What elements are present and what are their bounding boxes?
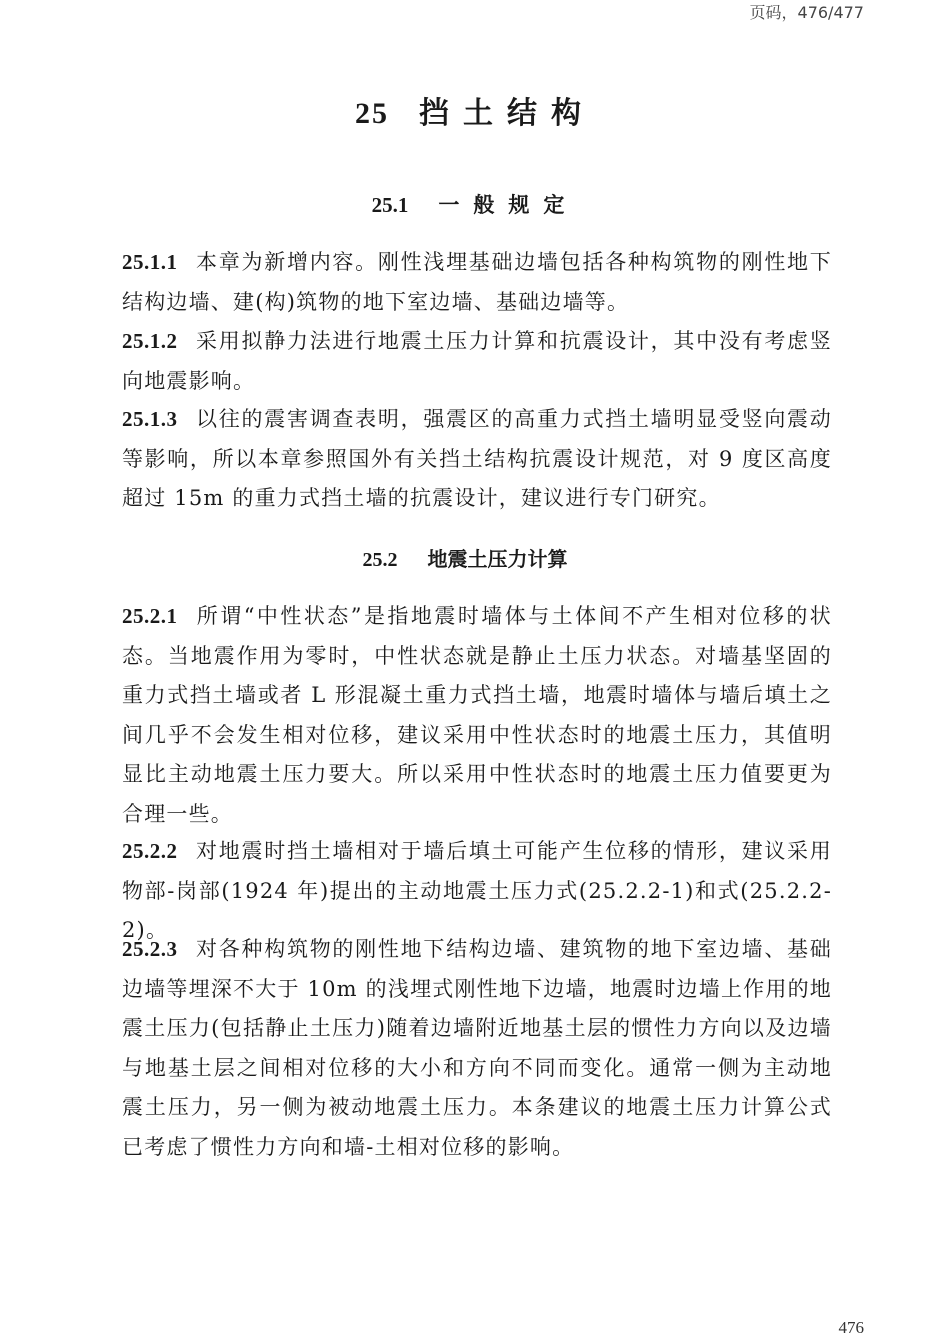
page-indicator: 页码，476/477 (749, 3, 864, 22)
section-number: 25.2 (362, 549, 398, 571)
chapter-title (0, 88, 950, 132)
clause-text: 采用拟静力法进行地震土压力计算和抗震设计，其中没有考虑竖向地震影响。 (122, 329, 832, 393)
clause-text: 对地震时挡土墙相对于墙后填土可能产生位移的情形，建议采用物部-岗部(1924 年)提出的主动地震土压力式(25.2.2-1)和式(25.2.2-2)。 (122, 839, 832, 942)
clause-number: 25.1.1 (122, 250, 178, 274)
section-number: 25.1 (371, 193, 409, 217)
clause-number: 25.2.1 (122, 604, 178, 628)
section-title-25-2 (0, 543, 940, 572)
clause-25-1-2 (122, 322, 832, 401)
page-number: 476 (838, 1318, 864, 1337)
section-name: 地震土压力计算 (427, 547, 568, 571)
clause-number: 25.2.2 (122, 839, 178, 863)
chapter-name: 挡土结构 (419, 96, 595, 131)
section-title-25-1 (0, 189, 950, 219)
clause-text: 以往的震害调查表明，强震区的高重力式挡土墙明显受竖向震动等影响，所以本章参照国外有关挡土结构抗震设计规范，对 9 度区高度超过 15m 的重力式挡土墙的抗震设计，建议进行专门研究。 (122, 407, 832, 510)
clause-25-2-3 (122, 930, 832, 1167)
clause-text: 所谓“中性状态”是指地震时墙体与土体间不产生相对位移的状态。当地震作用为零时，中性状态就是静止土压力状态。对墙基坚固的重力式挡土墙或者 L 形混凝土重力式挡土墙，地震时墙体与墙后填土之间几乎不会发生相对位移，建议采用中性状态时的地震土压力，其值明显比主动地震土压力要大。所以采用中性状态时的地震土压力值要更为合理一些。 (122, 604, 832, 826)
clause-number: 25.2.3 (122, 937, 178, 961)
clause-25-1-3 (122, 400, 832, 519)
clause-number: 25.1.3 (122, 407, 178, 431)
chapter-number: 25 (355, 97, 389, 130)
clause-text: 对各种构筑物的刚性地下结构边墙、建筑物的地下室边墙、基础边墙等埋深不大于 10m 的浅埋式刚性地下边墙，地震时边墙上作用的地震土压力(包括静止土压力)随着边墙附近地基土层的惯性力方向以及边墙与地基土层之间相对位移的大小和方向不同而变化。通常一侧为主动地震土压力，另一侧为被动地震土压力。本条建议的地震土压力计算公式已考虑了惯性力方向和墙-土相对位移的影响。 (122, 937, 832, 1159)
section-name: 一般规定 (438, 192, 579, 217)
clause-number: 25.1.2 (122, 329, 178, 353)
clause-25-2-1 (122, 597, 832, 834)
clause-25-1-1 (122, 243, 832, 322)
clause-text: 本章为新增内容。刚性浅埋基础边墙包括各种构筑物的刚性地下结构边墙、建(构)筑物的地下室边墙、基础边墙等。 (122, 250, 832, 314)
